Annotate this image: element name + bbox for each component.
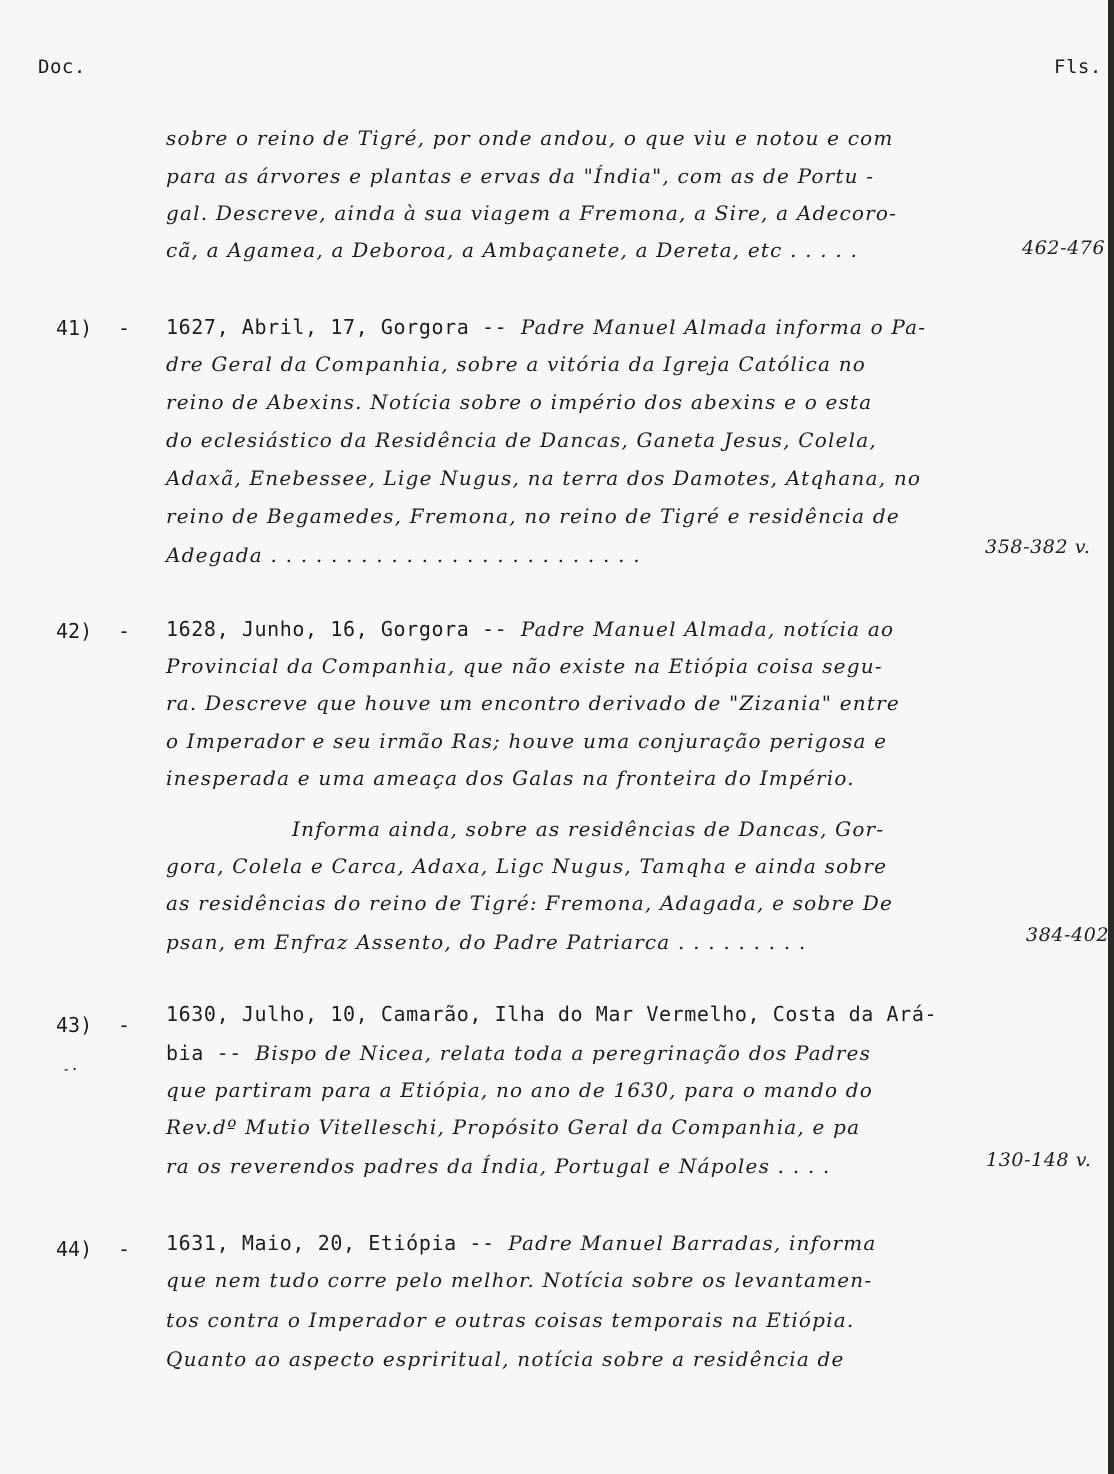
entry-heading-line [166,615,894,643]
entry-line: o Imperador e seu irmão Ras; houve uma conjuração perigosa e [166,729,888,753]
entry-heading: 1630, Julho, 10, Camarão, Ilha do Mar Vermelho, Costa da Ará- [166,1002,938,1026]
entry-heading-line [166,1229,877,1257]
intro-line: cã, a Agamea, a Deboroa, a Ambaçanete, a Dereta, etc . . . . . [166,238,859,262]
entry-heading-cont: bia -- [166,1041,242,1065]
entry-heading: 1628, Junho, 16, Gorgora -- [166,617,508,641]
entry-summary-start: Padre Manuel Almada informa o Pa- [520,315,927,339]
entry-line: ra. Descreve que houve um encontro derivado de "Zizania" entre [166,691,900,715]
entry-heading: 1631, Maio, 20, Etiópia -- [166,1231,495,1255]
page-range: 462-476 [1022,237,1106,259]
entry-line: dre Geral da Companhia, sobre a vitória da Igreja Católica no [166,352,867,376]
entry-heading-line [166,1039,871,1067]
entry-line: psan, em Enfraz Assento, do Padre Patriarca . . . . . . . . . [166,930,807,954]
entry-dash: - [118,619,131,643]
entry-number: 42) [56,619,93,643]
page-range: 130-148 v. [986,1149,1092,1171]
entry-paragraph-start: Informa ainda, sobre as residências de Dancas, Gor- [292,817,885,841]
entry-dash: - [118,316,131,340]
entry-line: que partiram para a Etiópia, no ano de 1630, para o mando do [166,1078,874,1102]
margin-mark: -· [62,1062,79,1078]
entry-line: inesperada e uma ameaça dos Galas na fronteira do Império. [166,766,855,790]
intro-line: gal. Descreve, ainda à sua viagem a Fremona, a Sire, a Adecoro- [166,201,898,225]
entry-line: do eclesiástico da Residência de Dancas, Ganeta Jesus, Colela, [166,428,877,452]
entry-line: que nem tudo corre pelo melhor. Notícia sobre os levantamen- [166,1268,873,1292]
intro-line: sobre o reino de Tigré, por onde andou, o que viu e notou e com [166,126,894,150]
entry-dash: - [118,1013,131,1037]
page-range: 358-382 v. [985,536,1091,558]
entry-line: Adaxã, Enebessee, Lige Nugus, na terra dos Damotes, Atqhana, no [166,466,922,490]
entry-summary-start: Padre Manuel Barradas, informa [508,1231,877,1255]
entry-number: 41) [56,316,93,340]
fls-header: Fls. [1054,56,1102,78]
entry-line: reino de Abexins. Notícia sobre o império dos abexins e o esta [166,390,873,414]
entry-heading-line [166,313,926,341]
entry-heading: 1627, Abril, 17, Gorgora -- [166,315,508,339]
entry-line: Rev.dº Mutio Vitelleschi, Propósito Geral da Companhia, e pa [166,1115,861,1139]
entry-line: reino de Begamedes, Fremona, no reino de Tigré e residência de [166,504,900,528]
entry-line: Adegada . . . . . . . . . . . . . . . . . . . . . . . . . [166,543,641,567]
entry-line: as residências do reino de Tigré: Fremona, Adagada, e sobre De [166,891,894,915]
entry-summary-start: Bispo de Nicea, relata toda a peregrinação dos Padres [255,1041,872,1065]
entry-line: Provincial da Companhia, que não existe na Etiópia coisa segu- [166,654,883,678]
page-range: 384-402 [1026,924,1110,946]
intro-line: para as árvores e plantas e ervas da "Índia", com as de Portu - [166,164,875,188]
entry-line: gora, Colela e Carca, Adaxa, Ligc Nugus, Tamqha e ainda sobre [166,854,888,878]
entry-number: 43) [56,1013,93,1037]
entry-number: 44) [56,1237,93,1261]
entry-line: tos contra o Imperador e outras coisas temporais na Etiópia. [166,1308,855,1332]
entry-dash: - [118,1237,131,1261]
entry-line: Quanto ao aspecto espriritual, notícia sobre a residência de [166,1347,845,1371]
scan-edge [1108,0,1114,1474]
entry-line: ra os reverendos padres da Índia, Portugal e Nápoles . . . . [166,1154,831,1178]
doc-header: Doc. [38,56,86,78]
entry-summary-start: Padre Manuel Almada, notícia ao [520,617,895,641]
